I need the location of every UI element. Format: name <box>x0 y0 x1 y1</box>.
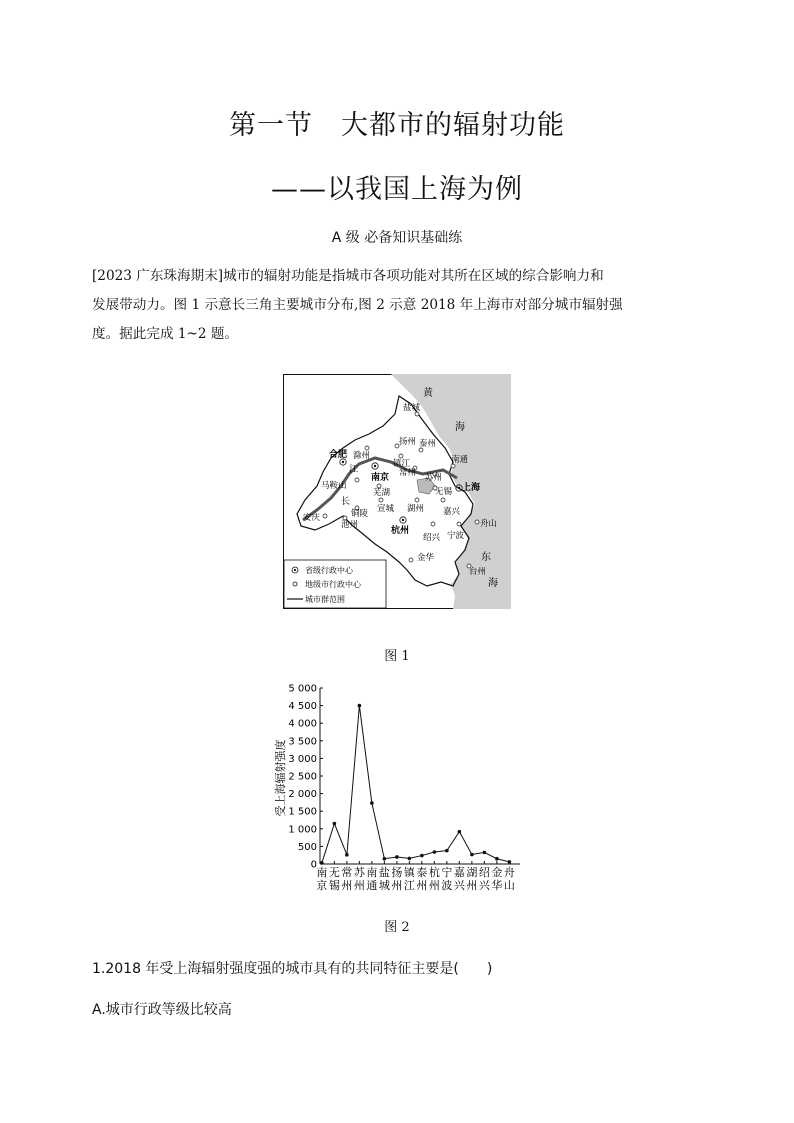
x-tick-label: 镇江 <box>403 866 415 892</box>
x-tick-label: 绍兴 <box>478 866 490 892</box>
city-label: 宁波 <box>447 531 465 541</box>
y-tick-label: 5 000 <box>288 683 317 695</box>
city-label: 池州 <box>341 520 359 530</box>
city-label: 安庆 <box>303 513 321 523</box>
figure1-caption: 图 1 <box>384 649 410 664</box>
x-tick-label: 常州 <box>341 866 353 892</box>
city-label: 芜湖 <box>373 488 391 498</box>
option-a[interactable]: A.城市行政等级比较高 <box>92 1002 232 1018</box>
section-subtitle: ——以我国上海为例 <box>271 174 523 205</box>
city-label: 南通 <box>451 455 469 465</box>
data-point <box>383 857 387 861</box>
x-tick-label: 南通 <box>366 866 378 892</box>
data-point <box>370 801 374 805</box>
y-tick-label: 2 500 <box>288 771 317 783</box>
city-label: 台州 <box>469 567 487 577</box>
data-point <box>508 860 512 864</box>
y-tick-label: 4 000 <box>288 718 317 730</box>
sea-label: 黄 <box>423 388 433 399</box>
city-label: 南京 <box>371 473 390 483</box>
question-1: 1.2018 年受上海辐射强度强的城市具有的共同特征主要是( ) <box>92 961 493 977</box>
data-point <box>495 857 499 861</box>
city-label: 铜陵 <box>351 509 369 519</box>
x-tick-label: 南京 <box>316 866 328 892</box>
city-label: 绍兴 <box>423 533 441 543</box>
radiation-intensity-chart <box>268 678 530 894</box>
sea-label: 海 <box>455 422 465 433</box>
x-tick-label: 扬州 <box>391 866 403 892</box>
y-tick-label: 4 500 <box>288 701 317 713</box>
city-label: 常州 <box>399 468 417 478</box>
x-tick-label: 金华 <box>491 866 503 892</box>
city-label: 嘉兴 <box>443 507 461 517</box>
x-tick-label: 无锡 <box>328 866 340 892</box>
river-label: 江 <box>349 465 359 475</box>
y-tick-label: 3 000 <box>288 753 317 765</box>
data-point <box>458 830 462 834</box>
x-tick-label: 嘉兴 <box>453 866 465 892</box>
city-label: 盐城 <box>403 403 421 413</box>
y-tick-label: 1 000 <box>288 824 317 836</box>
city-label: 宣城 <box>377 504 395 514</box>
section-title: 第一节 大都市的辐射功能 <box>229 110 565 141</box>
x-tick-label: 苏州 <box>353 866 365 892</box>
x-tick-label: 杭州 <box>428 866 440 892</box>
city-label: 马鞍山 <box>321 481 347 491</box>
river-label: 长 <box>341 497 351 507</box>
sea-label: 海 <box>488 578 498 589</box>
x-tick-label: 舟山 <box>503 866 515 892</box>
intro-line: [2023 广东珠海期末]城市的辐射功能是指城市各项功能对其所在区域的综合影响力和 <box>92 268 604 284</box>
city-label: 无锡 <box>435 487 453 497</box>
data-point <box>483 851 487 855</box>
sea-label: 东 <box>481 552 491 563</box>
series-line <box>322 706 510 863</box>
exercise-level: A 级 必备知识基础练 <box>331 230 463 246</box>
data-point <box>433 850 437 854</box>
legend-label: 城市群范围 <box>305 595 345 604</box>
yangtze-delta-map <box>283 374 511 609</box>
city-label: 滁州 <box>353 451 371 461</box>
city-label: 上海 <box>462 483 481 493</box>
data-point <box>320 861 324 865</box>
data-point <box>420 854 424 858</box>
city-label: 苏州 <box>425 473 443 483</box>
city-label: 镇江 <box>393 459 411 469</box>
city-label: 湖州 <box>407 504 425 514</box>
y-tick-label: 3 500 <box>288 736 317 748</box>
intro-line: 度。据此完成 1~2 题。 <box>92 326 239 342</box>
y-tick-label: 2 000 <box>288 789 317 801</box>
city-label: 扬州 <box>399 437 417 447</box>
y-axis-label: 受上海辐射强度 <box>274 739 287 817</box>
x-tick-label: 宁波 <box>441 866 453 892</box>
data-point <box>395 855 399 859</box>
y-tick-label: 0 <box>310 859 317 871</box>
data-point <box>470 853 474 857</box>
legend-label: 省级行政中心 <box>305 566 353 575</box>
city-label: 杭州 <box>391 526 410 536</box>
data-point <box>358 704 362 708</box>
x-tick-label: 泰州 <box>416 866 428 892</box>
intro-paragraph <box>92 262 704 349</box>
city-label: 泰州 <box>419 439 437 449</box>
legend-label: 地级市行政中心 <box>305 580 361 589</box>
x-tick-label: 盐城 <box>378 866 390 892</box>
data-point <box>333 822 337 826</box>
data-point <box>345 853 349 857</box>
city-label: 合肥 <box>329 450 348 460</box>
legend-prefecture-icon <box>293 582 297 586</box>
intro-line: 发展带动力。图 1 示意长三角主要城市分布,图 2 示意 2018 年上海市对部分城市辐射强 <box>92 297 623 313</box>
data-point <box>408 857 412 861</box>
y-tick-label: 1 500 <box>288 806 317 818</box>
x-tick-label: 湖州 <box>466 866 478 892</box>
city-label: 金华 <box>417 553 435 563</box>
figure2-caption: 图 2 <box>384 920 410 935</box>
city-label: 舟山 <box>480 519 498 529</box>
data-point <box>445 849 449 853</box>
y-tick-label: 500 <box>297 841 317 853</box>
